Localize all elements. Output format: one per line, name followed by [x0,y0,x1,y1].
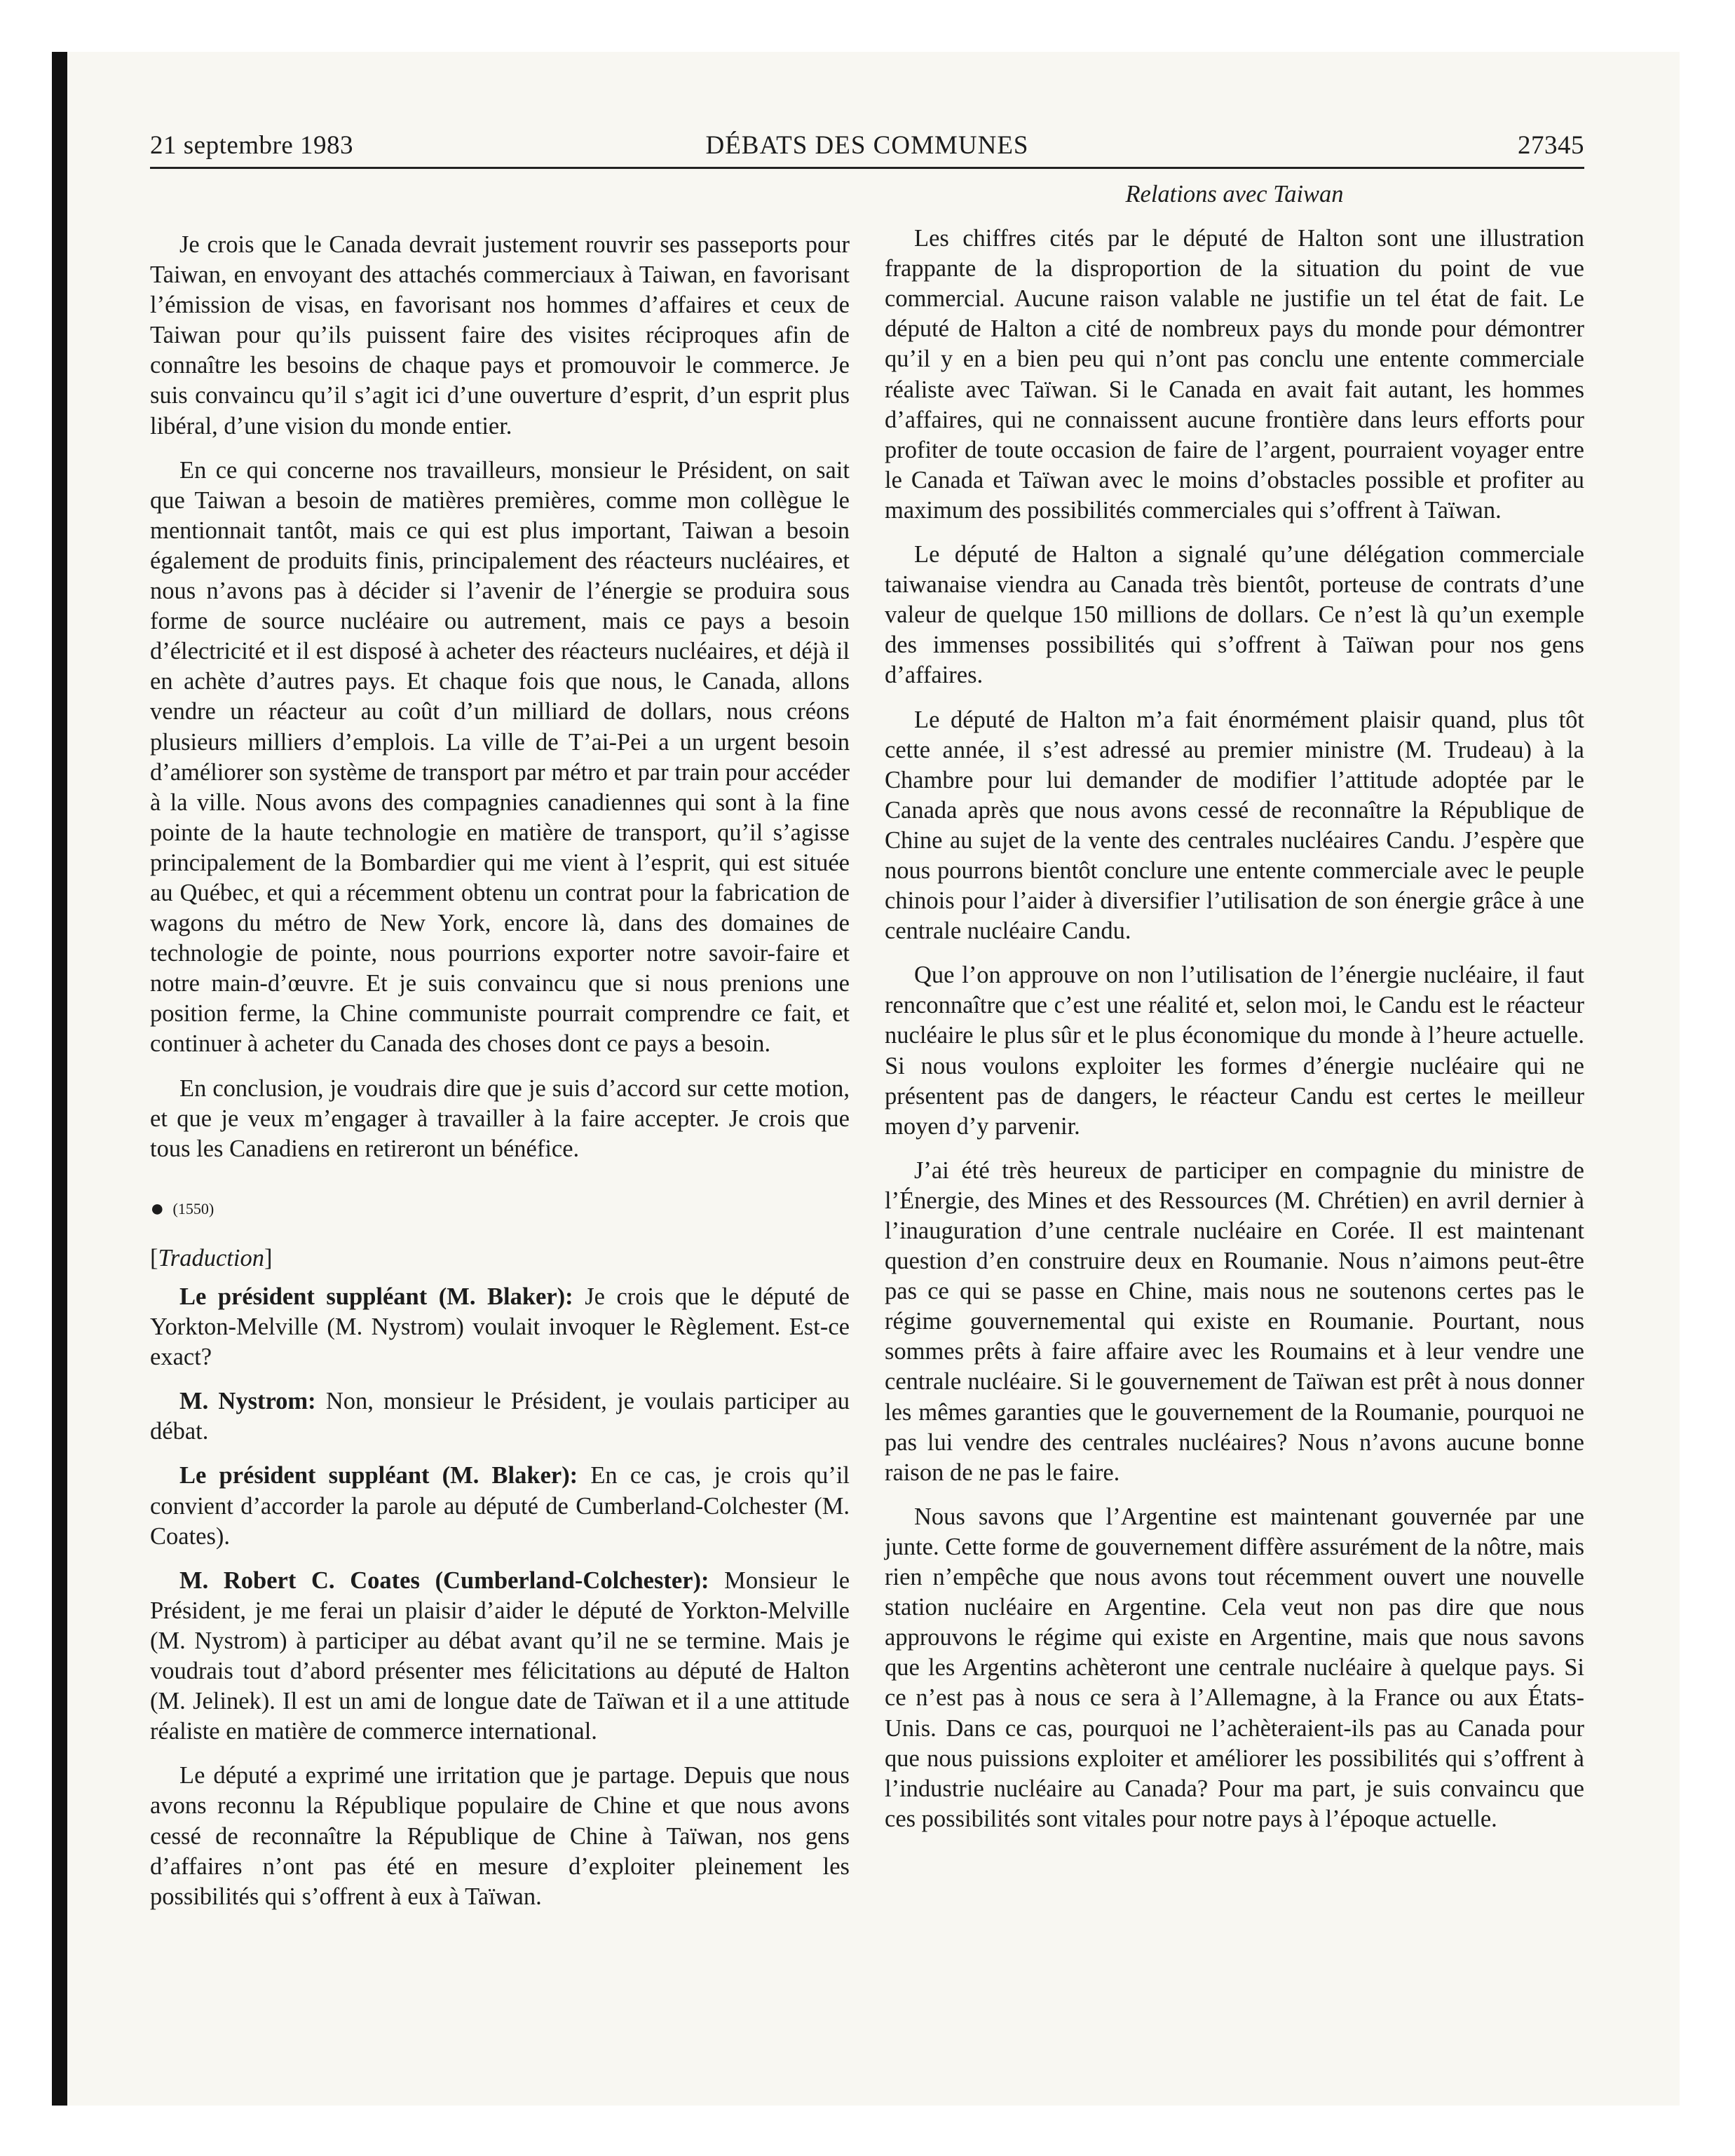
header-date: 21 septembre 1983 [150,131,354,160]
left-column [150,230,850,1926]
bullet-icon: ● [150,1195,165,1222]
translation-label-text: Traduction [158,1244,264,1271]
speech [150,1386,850,1447]
speech-text: Monsieur le Président, je me ferai un plaisir d’aider le député de Yorkton-Melville (M. Nystrom) à participer au débat avant qu’il ne se termine. Mais je voudrais tout d’abord présenter mes félicitations au député de Halton (M. Jelinek). Il est un ami de longue date de Taïwan et il a une attitude réaliste en matière de commerce international. [150,1567,850,1745]
speaker-name: Le président suppléant (M. Blaker): [179,1462,578,1489]
speaker-name: M. Nystrom: [179,1388,316,1415]
speech-text: Je crois que le député de Yorkton-Melville (M. Nystrom) voulait invoquer le Règlement. Est-ce exact? [150,1283,850,1371]
paragraph: En ce qui concerne nos travailleurs, monsieur le Président, on sait que Taiwan a besoin de matières premières, comme mon collègue le mentionnait tantôt, mais ce qui est plus important, Taiwan a besoin également de produits finis, principalement des réacteurs nucléaires, et nous n’avons pas à décider si l’avenir de l’énergie se produira sous forme de source nucléaire ou autrement, mais ce pays a besoin d’électricité et il est disposé à acheter des réacteurs nucléaires, et déjà il en achète d’autres pays. Et chaque fois que nous, le Canada, allons vendre un réacteur au coût d’un milliard de dollars, nous créons plusieurs milliers d’emplois. La ville de T’ai-Pei a un urgent besoin d’améliorer son système de transport par métro et par train pour accéder à la ville. Nous avons des compagnies canadiennes qui sont à la fine pointe de la haute technologie en matière de transport, qu’il s’agisse principalement de la Bombardier qui me vient à l’esprit, qui est située au Québec, et qui a récemment obtenu un contrat pour la fabrication de wagons du métro de New York, encore là, dans des domaines de technologie de pointe, nous pourrions exporter notre savoir-faire et notre main-d’œuvre. Et je suis convaincu que si nous prenions une position ferme, la Chine communiste pourrait comprendre ce fait, et continuer à acheter du Canada des choses dont ce pays a besoin. [150,456,850,1058]
header-page-number: 27345 [1518,131,1584,160]
speaker-name: Le président suppléant (M. Blaker): [179,1283,573,1310]
paragraph: Le député a exprimé une irritation que je partage. Depuis que nous avons reconnu la République populaire de Chine et que nous avons cessé de reconnaître la République de Chine à Taïwan, nos gens d’affaires n’ont pas été en mesure d’exploiter pleinement les possibilités qui s’offrent à eux à Taïwan. [150,1762,850,1910]
header-publication: DÉBATS DES COMMUNES [705,131,1029,160]
speech [150,1461,850,1551]
speech-text: En ce cas, je crois qu’il convient d’accorder la parole au député de Cumberland-Colchester (M. Coates). [150,1462,850,1550]
speech [150,1282,850,1372]
speaker-name: M. Robert C. Coates (Cumberland-Colchester): [179,1567,709,1594]
paragraph: Nous savons que l’Argentine est maintenant gouvernée par une junte. Cette forme de gouvernement diffère assurément de la nôtre, mais rien n’empêche que nous avons tout récemment ouvert une nouvelle station nucléaire en Argentine. Cela veut non pas dire que nous approuvons le régime qui existe en Argentine, mais que nous savons que les Argentins achèteront une centrale nucléaire à quelque pays. Si ce n’est pas à nous ce sera à l’Allemagne, à la France ou aux États-Unis. Dans ce cas, pourquoi ne l’achèteraient-ils pas au Canada pour que nous puissions exploiter et améliorer les possibilités qui s’offrent à l’industrie nucléaire au Canada? Pour ma part, je suis convaincu que ces possibilités sont vitales pour notre pays à l’époque actuelle. [885,1503,1584,1832]
translation-label: [Traduction] [150,1244,273,1271]
time-marker [150,1194,850,1224]
speech-text: Non, monsieur le Président, je voulais participer au débat. [150,1388,850,1445]
paragraph: Le député de Halton m’a fait énormément plaisir quand, plus tôt cette année, il s’est adressé au premier ministre (M. Trudeau) à la Chambre pour lui demander de modifier l’attitude adoptée par le Canada après que nous avons cessé de reconnaître la République de Chine au sujet de la vente des centrales nucléaires Candu. J’espère que nous pourrons bientôt conclure une entente commerciale avec le peuple chinois pour l’aider à diversifier l’utilisation de son énergie grâce à une centrale nucléaire Candu. [885,706,1584,945]
paragraph: En conclusion, je voudrais dire que je suis d’accord sur cette motion, et que je veux m’engager à travailler à la faire accepter. Je crois que tous les Canadiens en retireront un bénéfice. [150,1074,850,1162]
paragraph: Le député de Halton a signalé qu’une délégation commerciale taiwanaise viendra au Canada très bientôt, porteuse de contrats d’une valeur de quelque 150 millions de dollars. Ce n’est là qu’un exemple des immenses possibilités qui s’offrent à Taïwan pour nos gens d’affaires. [885,541,1584,689]
paragraph: Les chiffres cités par le député de Halton sont une illustration frappante de la disproportion de la situation du point de vue commercial. Aucune raison valable ne justifie un tel état de fait. Le député de Halton a cité de nombreux pays du monde pour démontrer qu’il y en a bien peu qui n’ont pas conclu une entente commerciale réaliste avec Taïwan. Si le Canada en avait fait autant, les hommes d’affaires, qui ne connaissent aucune frontière dans leurs efforts pour profiter de toute occasion de faire de l’argent, pourraient voyager entre le Canada et Taïwan avec le moins d’obstacles possible et profiter au maximum des possibilités commerciales qui s’offrent à Taïwan. [885,225,1584,524]
paragraph: Je crois que le Canada devrait justement rouvrir ses passeports pour Taiwan, en envoyant des attachés commerciaux à Taiwan, en favorisant l’émission de visas, en favorisant nos hommes d’affaires et ceux de Taiwan pour qu’ils puissent faire des visites réciproques afin de connaître les besoins de chaque pays et promouvoir le commerce. Je suis convaincu qu’il s’agit ici d’une ouverture d’esprit, d’un esprit plus libéral, d’une vision du monde entier. [150,231,850,439]
right-column [885,179,1584,1848]
scan-edge [52,52,67,2106]
time-marker-text: (1550) [172,1199,215,1217]
speech [150,1566,850,1747]
paragraph: J’ai été très heureux de participer en compagnie du ministre de l’Énergie, des Mines et des Ressources (M. Chrétien) en avril dernier à l’inauguration d’une centrale nucléaire en Corée. Il est maintenant question d’en construire deux en Roumanie. Nous n’aimons peut-être pas ce qui se passe en Chine, mais nous ne soutenons certes pas le régime gouvernemental qui existe en Roumanie. Pourtant, nous sommes prêts à faire affaire avec les Roumains et à leur vendre une centrale nucléaire. Si le gouvernement de Taïwan est prêt à nous donner les mêmes garanties que le gouvernement de la Roumanie, pourquoi ne pas lui vendre des centrales nucléaires? Nous n’avons aucune bonne raison de ne pas le faire. [885,1157,1584,1486]
paragraph: Que l’on approuve on non l’utilisation de l’énergie nucléaire, il faut renconnaître que c’est une réalité et, selon moi, le Candu est le réacteur nucléaire le plus sûr et le plus économique du monde à l’heure actuelle. Si nous voulons exploiter les formes d’énergie nucléaire qui ne présentent pas de dangers, le réacteur Candu est certes le meilleur moyen d’y parvenir. [885,962,1584,1140]
page-header [150,130,1584,169]
section-title: Relations avec Taiwan [1125,181,1344,207]
